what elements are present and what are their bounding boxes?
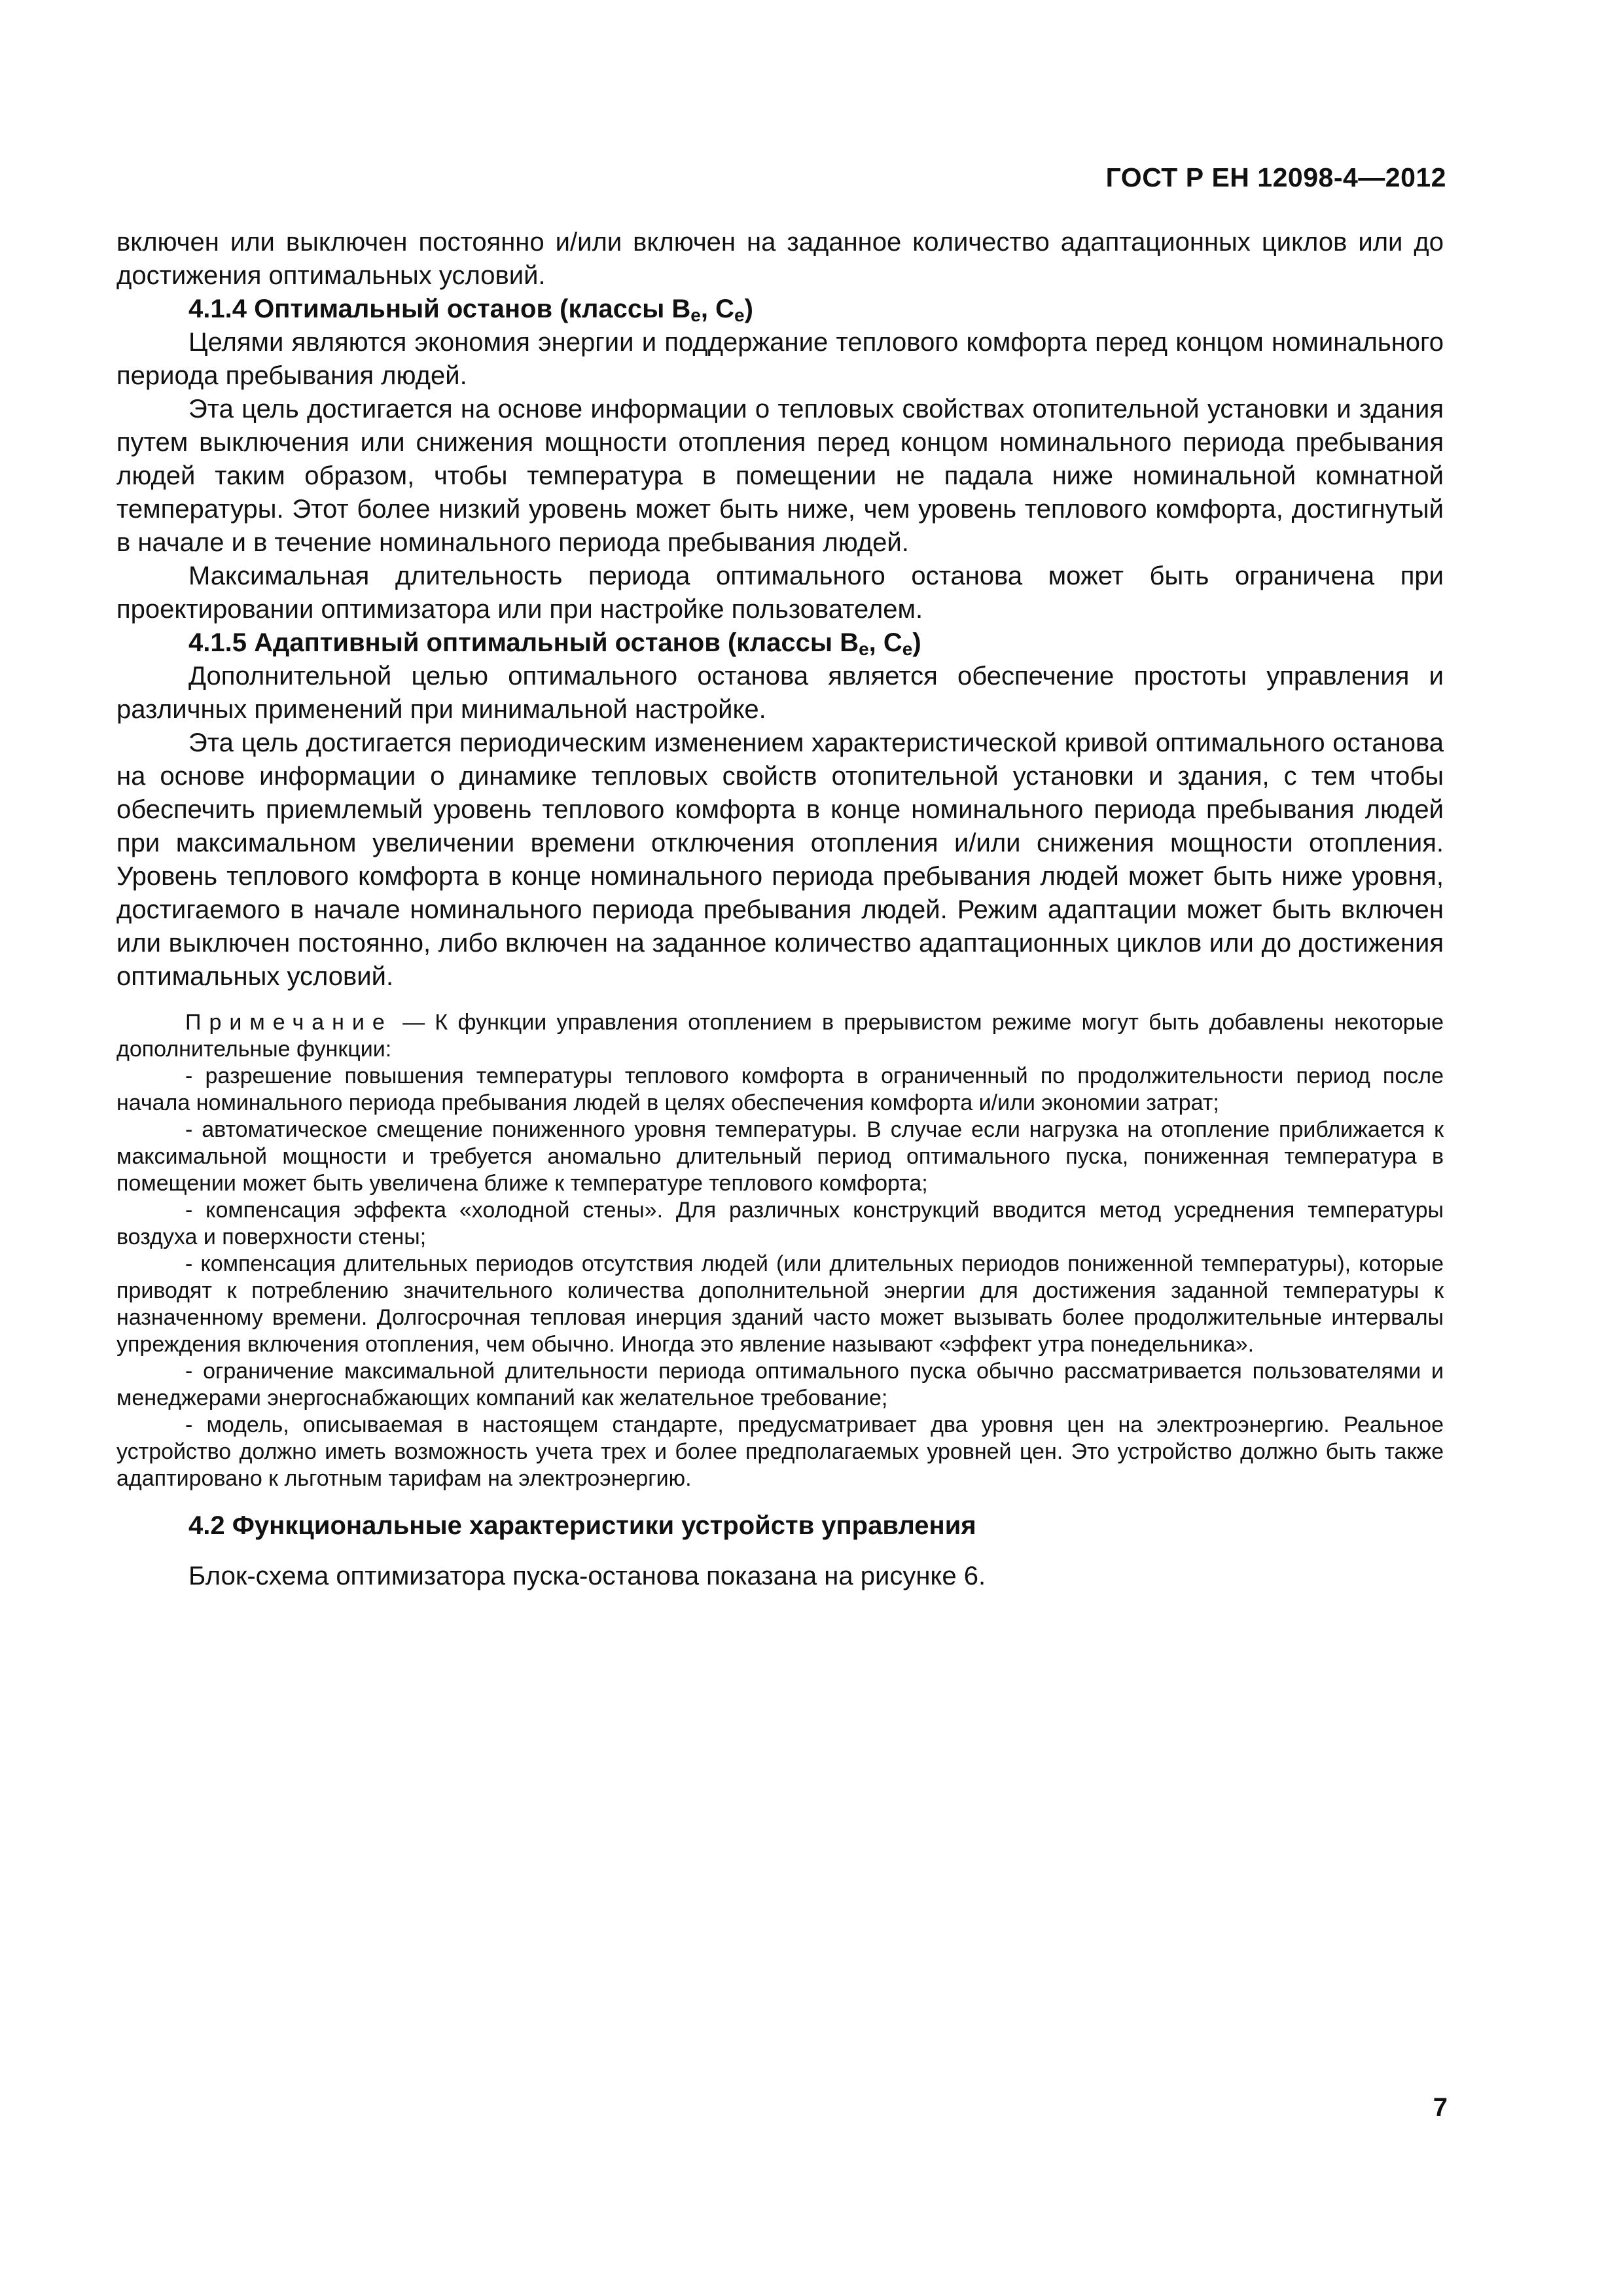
paragraph-continuation: включен или выключен постоянно и/или включен на заданное количество адаптационных циклов или до достижения оптимальных условий.	[116, 228, 1444, 290]
subscript: e	[902, 639, 913, 659]
heading-4-2: 4.2 Функциональные характеристики устройств управления	[188, 1511, 976, 1540]
heading-text-end: )	[912, 628, 921, 657]
heading-text-mid: , C	[700, 295, 734, 323]
heading-4-1-4	[116, 293, 1444, 326]
note-item: - компенсация длительных периодов отсутствия людей (или длительных периодов пониженной температуры), которые приводят к потреблению значительного количества дополнительной энергии для достижения заданной температуры к назначенному времени. Долгосрочная тепловая инерция зданий часто может вызывать более продолжительные интервалы упреждения включения отопления, чем обычно. Иногда это явление называют «эффект утра понедельника».	[116, 1251, 1444, 1357]
heading-4-1-5	[116, 626, 1444, 660]
paragraph: Эта цель достигается периодическим изменением характеристической кривой оптимального останова на основе информации о динамике тепловых свойств отопительной установки и здания, с тем чтобы обеспечить приемлемый уровень теплового комфорта в конце номинального периода пребывания людей при максимальном увеличении времени отключения отопления и/или снижения мощности отопления. Уровень теплового комфорта в конце номинального периода пребывания людей может быть ниже уровня, достигаемого в начале номинального периода пребывания людей. Режим адаптации может быть включен или выключен постоянно, либо включен на заданное количество адаптационных циклов или до достижения оптимальных условий.	[116, 728, 1444, 991]
heading-text-mid: , C	[868, 628, 902, 657]
page-number: 7	[1433, 2093, 1448, 2122]
note-block	[116, 1009, 1444, 1492]
document-id-header: ГОСТ Р ЕН 12098-4—2012	[1105, 162, 1446, 192]
note-label: Примечание	[185, 1010, 393, 1035]
note-item: - автоматическое смещение пониженного уровня температуры. В случае если нагрузка на отопление приближается к максимальной мощности и требуется аномально длительный период оптимального пуска, пониженная температура в помещении может быть увеличена ближе к температуре теплового комфорта;	[116, 1117, 1444, 1196]
paragraph: Целями являются экономия энергии и поддержание теплового комфорта перед концом номинального периода пребывания людей.	[116, 328, 1444, 390]
document-body	[116, 226, 1444, 1593]
note-item: - компенсация эффекта «холодной стены». Для различных конструкций вводится метод усреднения температуры воздуха и поверхности стены;	[116, 1198, 1444, 1249]
heading-text: 4.1.4 Оптимальный останов (классы B	[188, 295, 691, 323]
note-item: - модель, описываемая в настоящем стандарте, предусматривает два уровня цен на электроэнергию. Реальное устройство должно иметь возможность учета трех и более предполагаемых уровней цен. Это устройство должно быть также адаптировано к льготным тарифам на электроэнергию.	[116, 1412, 1444, 1491]
paragraph-figure-reference: Блок-схема оптимизатора пуска-останова показана на рисунке 6.	[188, 1562, 986, 1590]
subscript: e	[859, 639, 869, 659]
heading-text: 4.1.5 Адаптивный оптимальный останов (классы B	[188, 628, 859, 657]
subscript: e	[734, 305, 745, 325]
subscript: e	[690, 305, 701, 325]
note-intro-text: — К функции управления отоплением в прерывистом режиме могут быть добавлены некоторые дополнительные функции:	[116, 1010, 1444, 1062]
note-item: - разрешение повышения температуры теплового комфорта в ограниченный по продолжительности период после начала номинального периода пребывания людей в целях обеспечения комфорта и/или экономии затрат;	[116, 1064, 1444, 1115]
heading-text-end: )	[744, 295, 753, 323]
paragraph: Максимальная длительность периода оптимального останова может быть ограничена при проектировании оптимизатора или при настройке пользователем.	[116, 562, 1444, 624]
paragraph: Эта цель достигается на основе информации о тепловых свойствах отопительной установки и здания путем выключения или снижения мощности отопления перед концом номинального периода пребывания людей таким образом, чтобы температура в помещении не падала ниже номинальной комнатной температуры. Этот более низкий уровень может быть ниже, чем уровень теплового комфорта, достигнутый в начале и в течение номинального периода пребывания людей.	[116, 395, 1444, 557]
paragraph: Дополнительной целью оптимального останова является обеспечение простоты управления и различных применений при минимальной настройке.	[116, 662, 1444, 724]
note-item: - ограничение максимальной длительности периода оптимального пуска обычно рассматривается пользователями и менеджерами энергоснабжающих компаний как желательное требование;	[116, 1359, 1444, 1410]
note-intro	[116, 1009, 1444, 1063]
